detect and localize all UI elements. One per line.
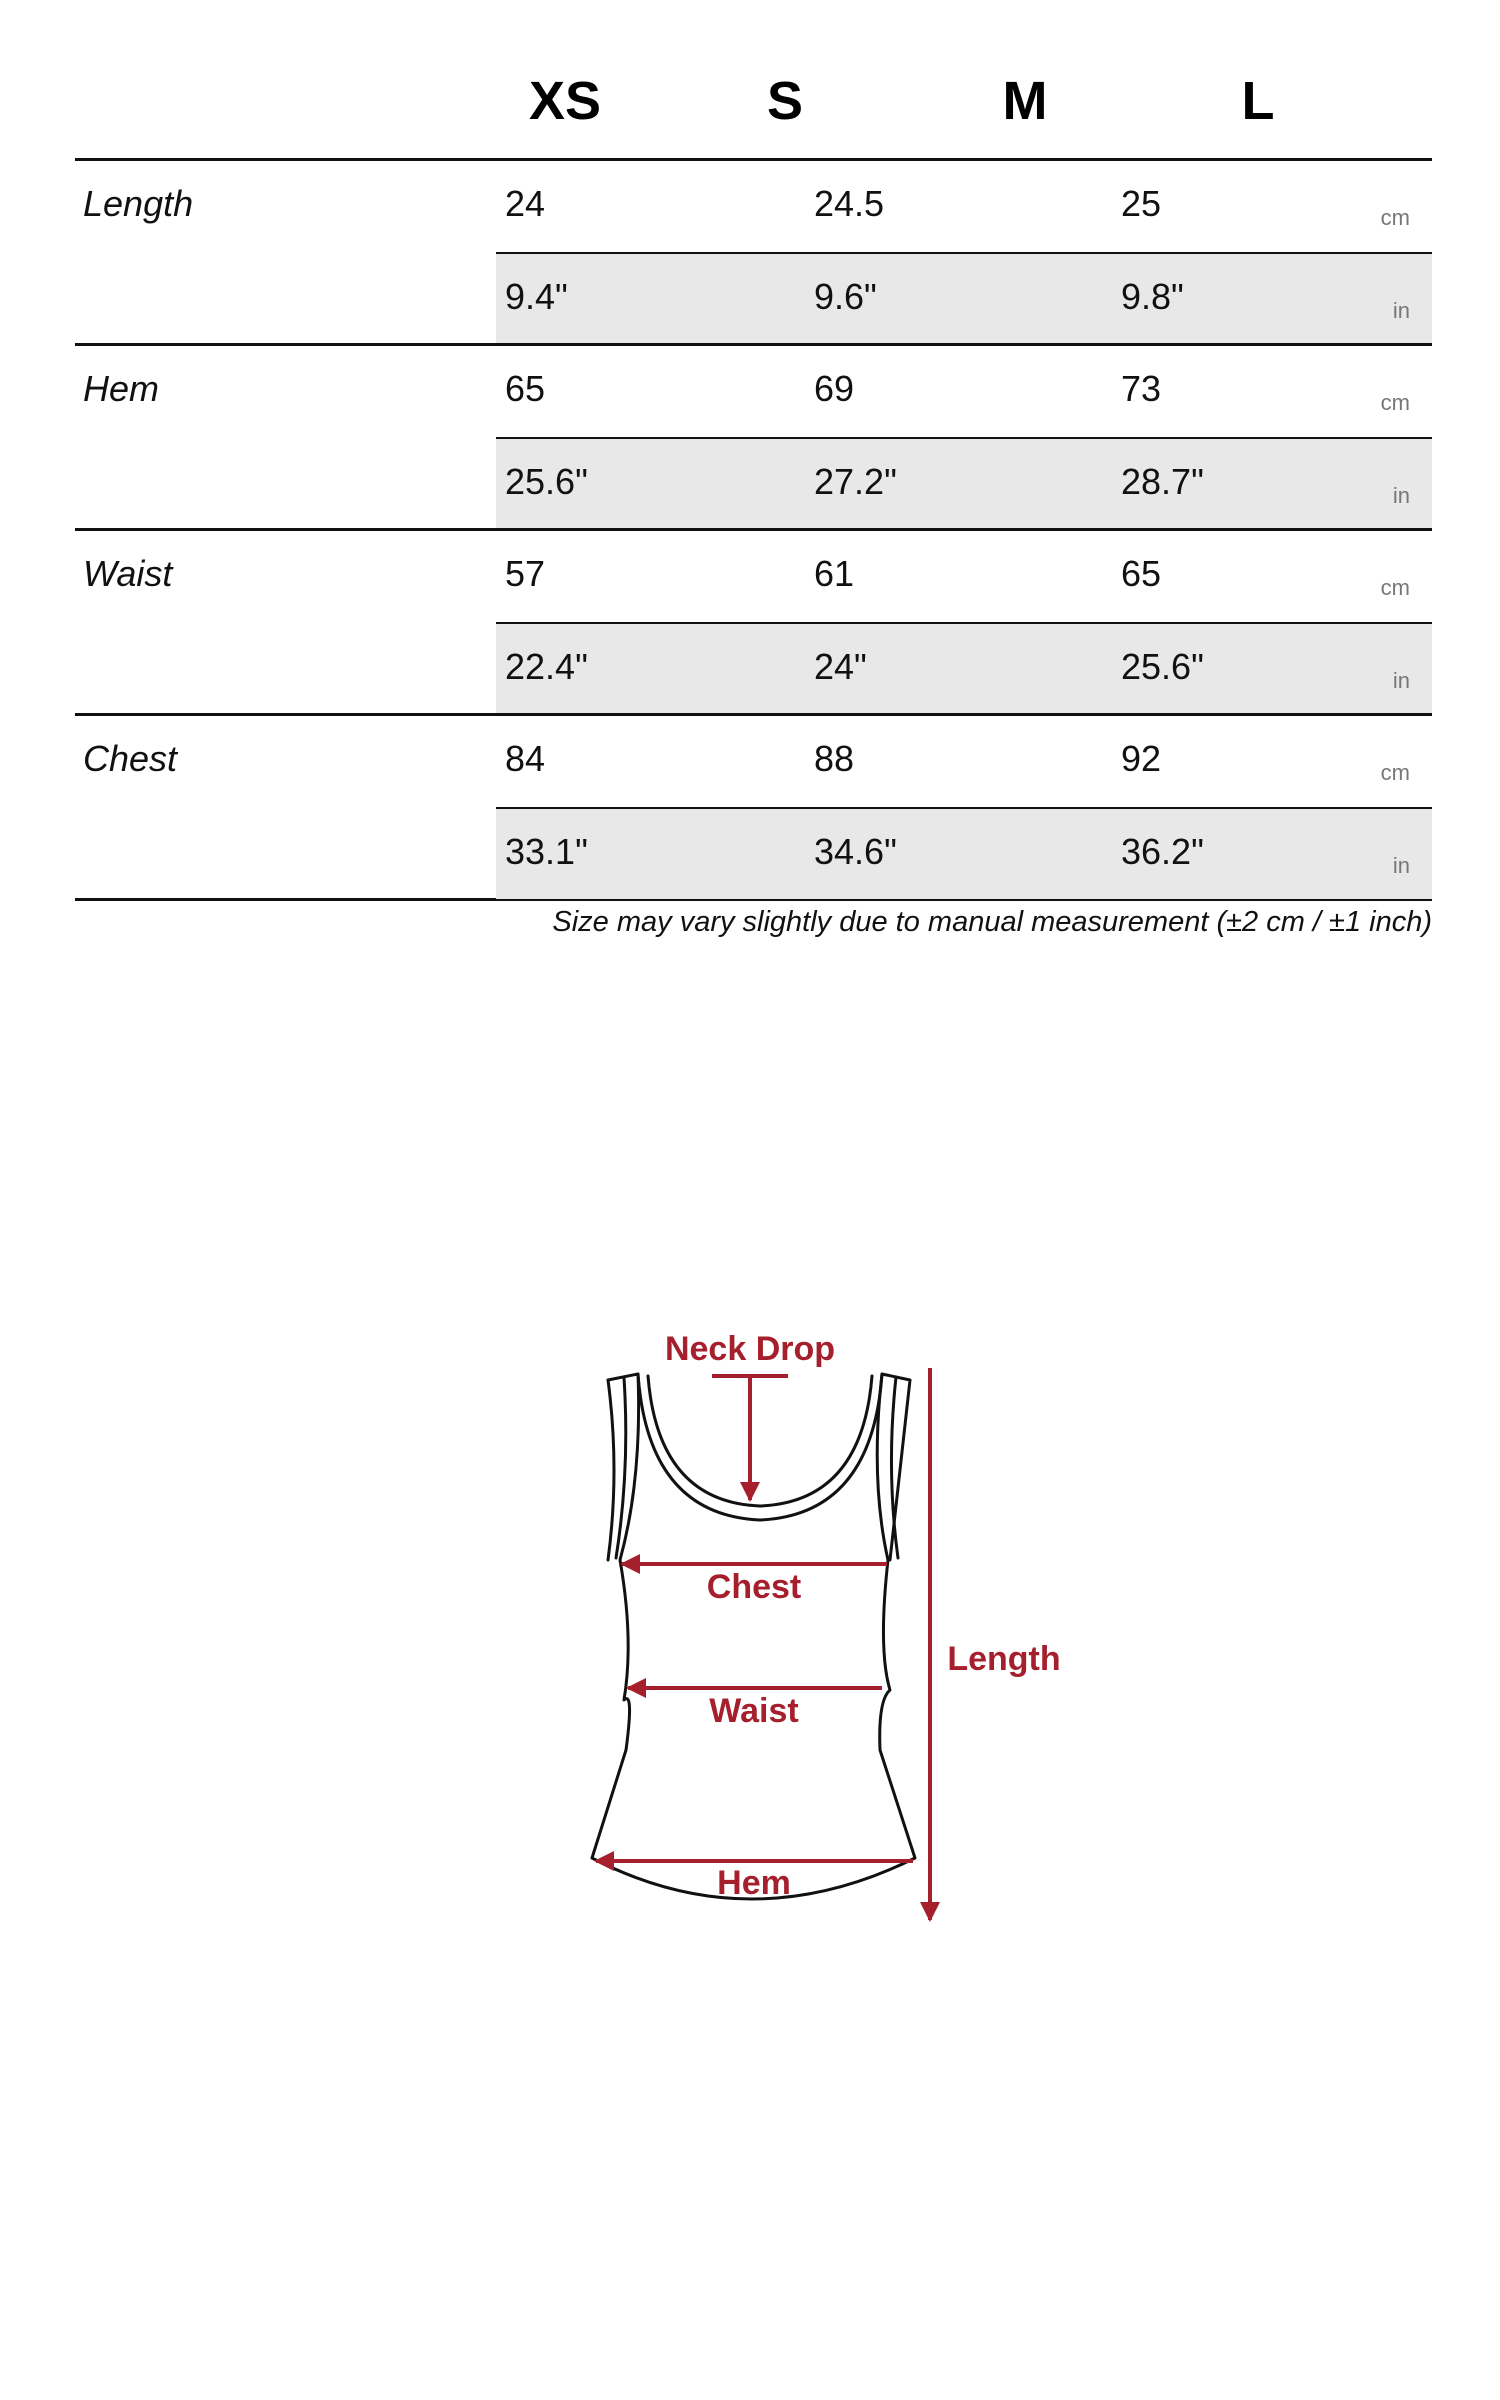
inch-row <box>496 622 1432 714</box>
measurement-label: Hem <box>83 368 160 409</box>
waist-label: Waist <box>709 1692 799 1730</box>
unit-cm: cm <box>1380 575 1410 600</box>
size-header-row <box>0 70 1500 150</box>
value-xs-cm: 57 <box>505 553 546 594</box>
tank-top-icon <box>560 1310 1120 1950</box>
value-s-cm: 88 <box>814 738 855 779</box>
value-xs-in: 33.1" <box>505 831 588 872</box>
measurement-group-length <box>75 158 1432 343</box>
value-s-in: 9.6" <box>814 276 877 317</box>
value-m-in: 36.2" <box>1121 831 1204 872</box>
unit-cm: cm <box>1380 205 1410 230</box>
value-xs-in: 22.4" <box>505 646 588 687</box>
cm-row <box>496 346 1432 436</box>
unit-cm: cm <box>1380 390 1410 415</box>
inch-row <box>496 252 1432 344</box>
hem-label: Hem <box>717 1864 791 1902</box>
size-header-m: M <box>1002 71 1048 131</box>
cm-row <box>496 716 1432 806</box>
unit-in: in <box>1392 853 1410 878</box>
inch-row <box>496 807 1432 899</box>
measurement-label: Chest <box>83 738 178 779</box>
measurement-group-waist <box>75 528 1432 713</box>
measurement-label: Waist <box>83 553 173 594</box>
value-s-in: 27.2" <box>814 461 897 502</box>
value-s-in: 24" <box>814 646 867 687</box>
value-m-in: 25.6" <box>1121 646 1204 687</box>
value-s-cm: 69 <box>814 368 855 409</box>
measurement-label: Length <box>83 183 194 224</box>
value-xs-cm: 65 <box>505 368 546 409</box>
value-m-cm: 73 <box>1121 368 1162 409</box>
value-xs-cm: 84 <box>505 738 546 779</box>
size-header-l: L <box>1241 71 1275 131</box>
cm-row <box>496 531 1432 621</box>
measurement-group-chest <box>75 713 1432 901</box>
size-header-xs: XS <box>528 71 602 131</box>
unit-cm: cm <box>1380 760 1410 785</box>
value-m-cm: 92 <box>1121 738 1162 779</box>
value-s-cm: 24.5 <box>814 183 885 224</box>
measurement-diagram <box>560 1310 1120 1950</box>
value-xs-in: 9.4" <box>505 276 568 317</box>
unit-in: in <box>1392 298 1410 323</box>
value-xs-cm: 24 <box>505 183 546 224</box>
value-m-in: 28.7" <box>1121 461 1204 502</box>
value-m-cm: 65 <box>1121 553 1162 594</box>
chest-label: Chest <box>706 1568 802 1606</box>
length-label: Length <box>947 1640 1061 1678</box>
measurement-group-hem <box>75 343 1432 528</box>
measurement-note: Size may vary slightly due to manual measurement (±2 cm / ±1 inch) <box>552 906 1432 938</box>
inch-row <box>496 437 1432 529</box>
value-s-cm: 61 <box>814 553 855 594</box>
value-s-in: 34.6" <box>814 831 897 872</box>
unit-in: in <box>1392 668 1410 693</box>
unit-in: in <box>1392 483 1410 508</box>
size-header-s: S <box>766 71 804 131</box>
value-m-in: 9.8" <box>1121 276 1184 317</box>
value-xs-in: 25.6" <box>505 461 588 502</box>
size-table <box>75 158 1432 901</box>
value-m-cm: 25 <box>1121 183 1162 224</box>
cm-row <box>496 161 1432 251</box>
neck-drop-label: Neck Drop <box>664 1330 836 1368</box>
